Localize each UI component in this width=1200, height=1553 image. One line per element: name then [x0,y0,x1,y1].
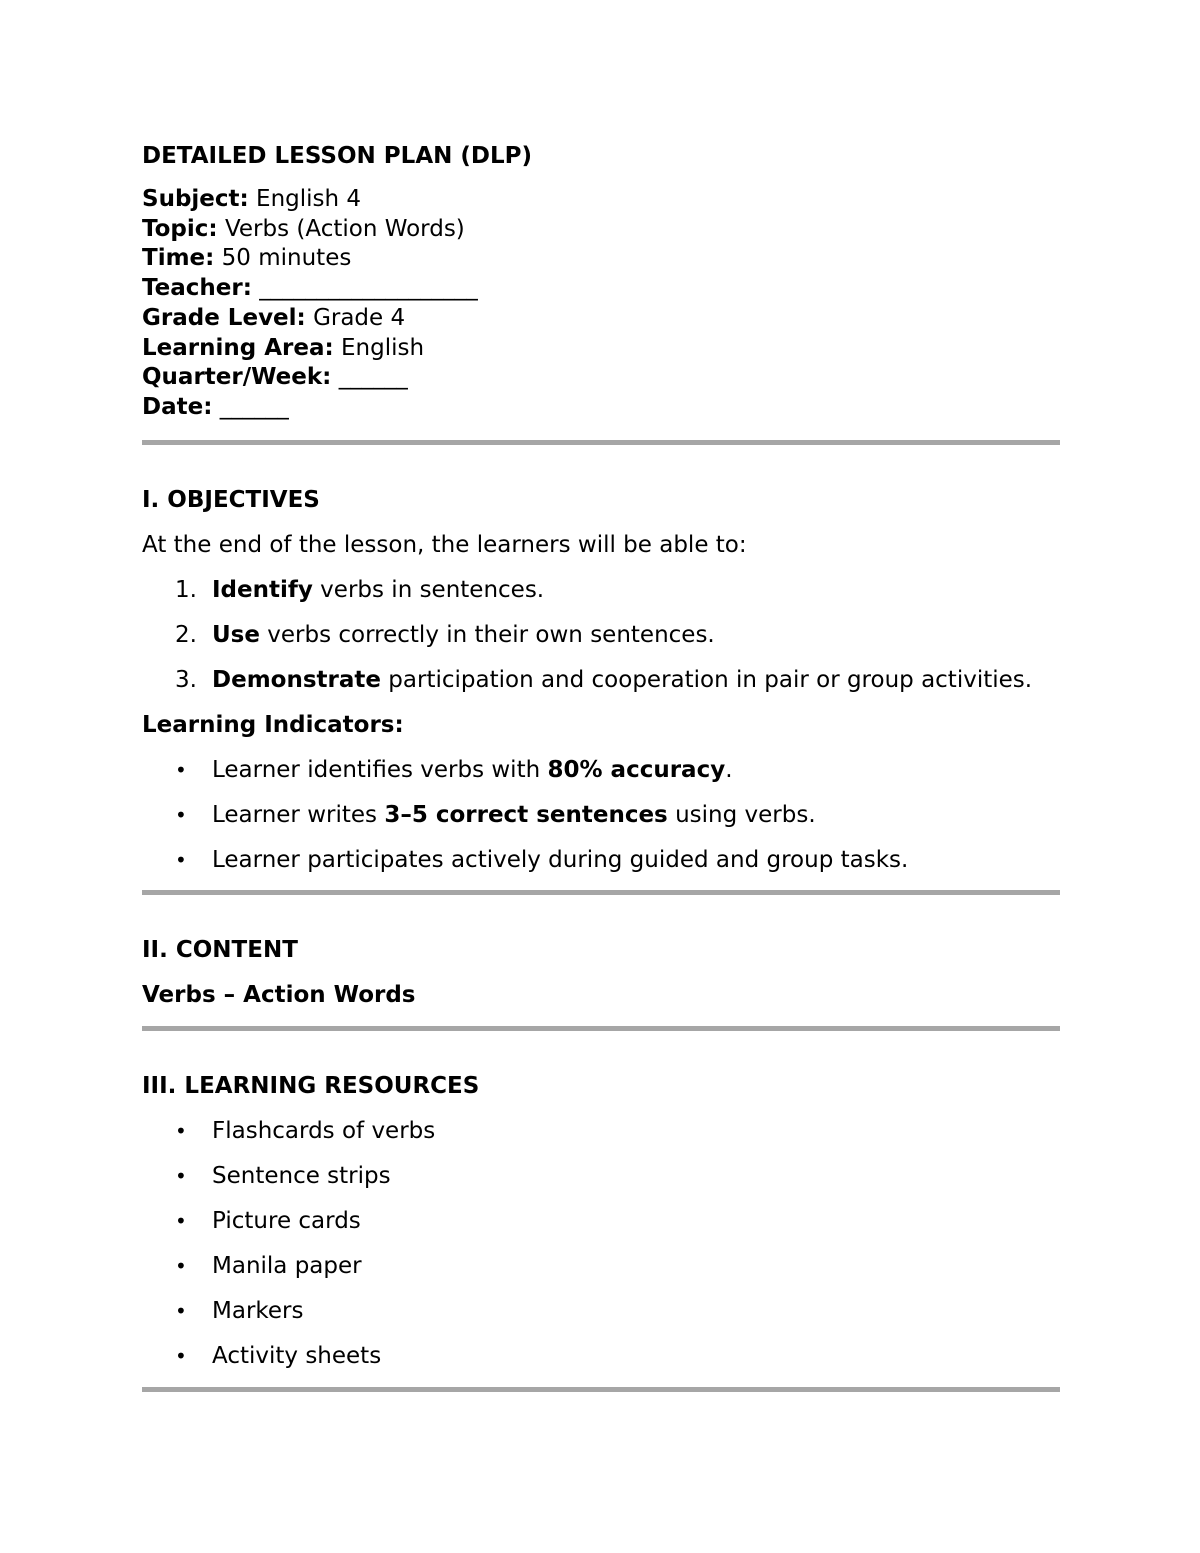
list-item [142,1161,1060,1191]
bullet-icon: • [175,757,187,782]
meta-topic [142,215,1060,245]
meta-area-label: Learning Area: [142,334,334,361]
list-item [142,800,1060,830]
resources-list [142,1116,1060,1371]
resource-text: Flashcards of verbs [212,1117,436,1144]
objective-text: participation and cooperation in pair or group activities. [380,666,1033,693]
bullet-icon: • [175,847,187,872]
list-number: 2. [175,621,197,648]
indicator-text: Learner identifies verbs with [212,756,548,783]
objectives-list [142,575,1060,695]
bullet-icon: • [175,1298,187,1323]
resource-text: Picture cards [212,1207,361,1234]
resource-text: Manila paper [212,1252,362,1279]
list-item [142,575,1060,605]
objectives-intro: At the end of the lesson, the learners will be able to: [142,531,747,558]
list-item [142,620,1060,650]
meta-date-label: Date: [142,393,213,420]
meta-time-label: Time: [142,245,215,272]
objective-text: verbs correctly in their own sentences. [259,621,715,648]
meta-grade-value: Grade 4 [313,304,406,331]
meta-quarter [142,363,1060,393]
list-item [142,1251,1060,1281]
meta-quarter-value: ______ [338,364,408,391]
list-item [142,845,1060,875]
list-item [142,1296,1060,1326]
meta-time [142,244,1060,274]
lesson-plan-document [142,141,1060,1392]
meta-grade [142,304,1060,334]
divider [142,1387,1060,1392]
document-title: DETAILED LESSON PLAN (DLP) [142,143,533,169]
bullet-icon: • [175,1118,187,1143]
resource-text: Sentence strips [212,1162,391,1189]
meta-block [142,185,1060,423]
meta-subject-label: Subject: [142,186,249,212]
meta-topic-label: Topic: [142,215,218,242]
objectives-heading: I. OBJECTIVES [142,486,320,513]
list-number: 3. [175,666,197,693]
indicators-heading: Learning Indicators: [142,711,404,738]
indicator-text: Learner participates actively during guided and group tasks. [212,846,909,873]
content-heading: II. CONTENT [142,936,298,963]
bullet-icon: • [175,1163,187,1188]
meta-area-value: English [341,334,425,361]
indicator-emphasis: 3–5 correct sentences [384,801,668,828]
indicators-list [142,755,1060,875]
meta-grade-label: Grade Level: [142,304,306,331]
objective-verb: Identify [212,576,313,603]
meta-time-value: 50 minutes [221,245,352,272]
indicator-text: Learner writes [212,801,385,828]
list-number: 1. [175,576,197,603]
meta-area [142,334,1060,364]
resource-text: Markers [212,1297,304,1324]
indicator-emphasis: 80% accuracy [547,756,726,783]
bullet-icon: • [175,802,187,827]
resource-text: Activity sheets [212,1342,382,1369]
bullet-icon: • [175,1208,187,1233]
resources-heading: III. LEARNING RESOURCES [142,1072,480,1099]
list-item [142,1206,1060,1236]
objective-verb: Use [212,621,260,648]
bullet-icon: • [175,1253,187,1278]
indicator-text-end: . [725,756,733,783]
meta-date-value: ______ [219,393,289,420]
divider [142,440,1060,445]
meta-subject [142,185,1060,215]
meta-quarter-label: Quarter/Week: [142,364,332,391]
meta-teacher-label: Teacher: [142,275,252,302]
list-item [142,1116,1060,1146]
bullet-icon: • [175,1343,187,1368]
meta-teacher [142,274,1060,304]
list-item [142,665,1060,695]
divider [142,1026,1060,1031]
meta-subject-value: English 4 [256,186,362,212]
objective-verb: Demonstrate [212,666,381,693]
indicator-text-end: using verbs. [667,801,816,828]
divider [142,890,1060,895]
list-item [142,1341,1060,1371]
meta-teacher-value: ___________________ [259,275,478,302]
list-item [142,755,1060,785]
content-topic: Verbs – Action Words [142,981,416,1008]
meta-date [142,393,1060,423]
objective-text: verbs in sentences. [312,576,545,603]
meta-topic-value: Verbs (Action Words) [224,215,465,242]
